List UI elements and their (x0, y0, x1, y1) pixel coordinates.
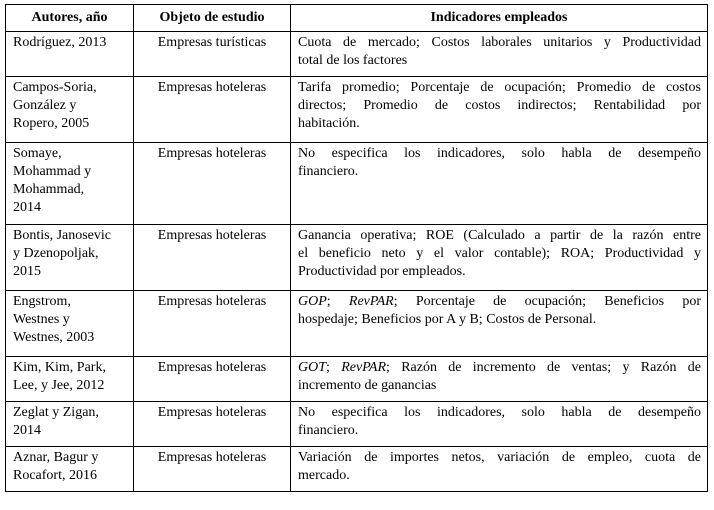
table-row (6, 447, 708, 492)
cell-objeto: Empresas hoteleras (134, 225, 291, 291)
cell-indicadores (291, 143, 708, 225)
cell-objeto: Empresas turísticas (134, 32, 291, 77)
cell-autores (6, 77, 134, 143)
cell-objeto: Empresas hoteleras (134, 143, 291, 225)
table-row (6, 225, 708, 291)
cell-objeto: Empresas hoteleras (134, 447, 291, 492)
cell-objeto: Empresas hoteleras (134, 402, 291, 447)
table-row (6, 402, 708, 447)
autores-line: Westnes y (13, 312, 70, 327)
table-row (6, 143, 708, 225)
cell-autores (6, 357, 134, 402)
indicadores-line: financiero. (298, 423, 359, 438)
header-row (6, 5, 708, 32)
revpar-term: RevPAR (348, 294, 394, 309)
indicadores-line: Productividad por empleados. (298, 264, 466, 279)
autores-line: 2014 (13, 200, 41, 215)
autores-line: Ropero, 2005 (13, 116, 90, 131)
autores-line: Somaye, (13, 146, 62, 161)
header-autores: Autores, año (6, 5, 134, 32)
header-indicadores: Indicadores empleados (291, 5, 708, 32)
indicadores-text: ; Porcentaje de ocupación; Beneficios por (393, 294, 702, 309)
indicadores-line: incremento de ganancias (298, 378, 437, 393)
cell-indicadores (291, 225, 708, 291)
indicadores-line: hospedaje; Beneficios por A y B; Costos de Personal. (298, 312, 597, 327)
cell-objeto: Empresas hoteleras (134, 357, 291, 402)
indicadores-line: financiero. (298, 164, 359, 179)
separator: ; (326, 360, 342, 375)
indicadores-line: Variación de importes netos, variación de empleo, cuota de (298, 450, 701, 465)
autores-line: González y (13, 98, 77, 113)
autores-line: 2014 (13, 423, 41, 438)
cell-autores (6, 143, 134, 225)
autores-line: 2015 (13, 264, 41, 279)
indicadores-line: total de los factores (298, 53, 408, 68)
separator: ; (326, 294, 349, 309)
autores-line: Engstrom, (13, 294, 71, 309)
got-term: GOT (298, 360, 327, 375)
cell-indicadores (291, 291, 708, 357)
gop-term: GOP (298, 294, 327, 309)
table-row (6, 291, 708, 357)
autores-line: Rodríguez, 2013 (13, 35, 107, 50)
indicadores-line (298, 359, 701, 377)
table-row (6, 77, 708, 143)
indicadores-line: directos; Promedio de costos indirectos; Rentabilidad por (298, 98, 701, 113)
autores-line: Bontis, Janosevic (13, 228, 111, 243)
indicadores-line: Cuota de mercado; Costos laborales unitarios y Productividad (298, 35, 701, 50)
cell-autores (6, 32, 134, 77)
autores-line: Westnes, 2003 (13, 330, 95, 345)
indicadores-line: No especifica los indicadores, solo habla de desempeño (298, 146, 701, 161)
cell-indicadores (291, 357, 708, 402)
autores-line: y Dzenopoljak, (13, 246, 99, 261)
revpar-term: RevPAR (341, 360, 387, 375)
cell-indicadores (291, 77, 708, 143)
autores-line: Rocafort, 2016 (13, 468, 97, 483)
autores-line: Zeglat y Zigan, (13, 405, 99, 420)
cell-autores (6, 291, 134, 357)
cell-indicadores (291, 32, 708, 77)
cell-indicadores (291, 402, 708, 447)
indicadores-line: el beneficio neto y el valor contable); ROA; Productividad y (298, 246, 701, 261)
table-row (6, 32, 708, 77)
autores-line: Campos-Soria, (13, 80, 97, 95)
table-row (6, 357, 708, 402)
indicadores-line: Tarifa promedio; Porcentaje de ocupación; Promedio de costos (298, 80, 701, 95)
indicadores-line: No especifica los indicadores, solo habla de desempeño (298, 405, 701, 420)
cell-autores (6, 447, 134, 492)
indicadores-text: ; Razón de incremento de ventas; y Razón de (386, 360, 702, 375)
indicadores-line: Ganancia operativa; ROE (Calculado a partir de la razón entre (298, 228, 701, 243)
autores-line: Aznar, Bagur y (13, 450, 99, 465)
indicadores-line (298, 293, 701, 311)
indicadores-line: mercado. (298, 468, 350, 483)
indicadores-line: habitación. (298, 116, 360, 131)
autores-line: Lee, y Jee, 2012 (13, 378, 105, 393)
header-objeto: Objeto de estudio (134, 5, 291, 32)
cell-autores (6, 402, 134, 447)
cell-objeto: Empresas hoteleras (134, 77, 291, 143)
autores-line: Kim, Kim, Park, (13, 360, 106, 375)
indicators-table (5, 4, 708, 492)
autores-line: Mohammad, (13, 182, 85, 197)
cell-autores (6, 225, 134, 291)
cell-objeto: Empresas hoteleras (134, 291, 291, 357)
autores-line: Mohammad y (13, 164, 92, 179)
cell-indicadores (291, 447, 708, 492)
